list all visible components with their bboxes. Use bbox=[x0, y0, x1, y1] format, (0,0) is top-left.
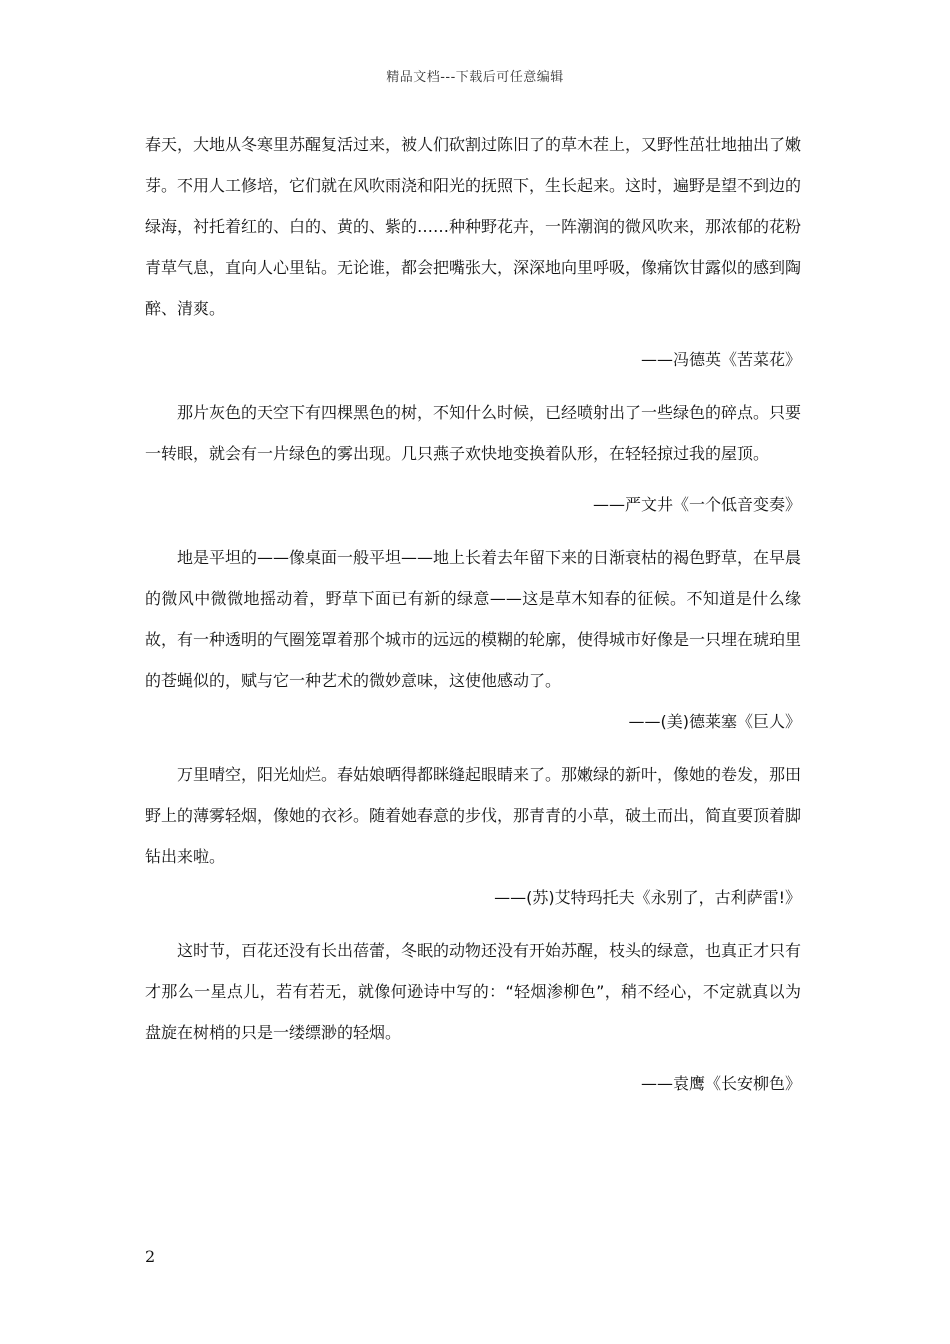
spacer bbox=[145, 1053, 801, 1063]
spacer bbox=[145, 329, 801, 339]
spacer bbox=[145, 742, 801, 754]
passage-attribution-2: ——严文井《一个低音变奏》 bbox=[592, 495, 801, 514]
passage-attribution-1: ——冯德英《苦菜花》 bbox=[640, 350, 801, 369]
document-body bbox=[145, 124, 801, 1104]
spacer bbox=[145, 918, 801, 930]
passage-attribution-4: ——(苏)艾特玛托夫《永别了，古利萨雷!》 bbox=[494, 888, 801, 907]
spacer bbox=[145, 380, 801, 392]
spacer bbox=[145, 525, 801, 537]
page-header: 精品文档---下载后可任意编辑 bbox=[386, 70, 564, 85]
passage-text-1: 春天，大地从冬寒里苏醒复活过来，被人们砍割过陈旧了的草木茬上，又野性茁壮地抽出了嫩芽。不用人工修培，它们就在风吹雨浇和阳光的抚照下，生长起来。这时，遍野是望不到边的绿海，衬托着红的、白的、黄的、紫的……种种野花卉，一阵潮润的微风吹来，那浓郁的花粉青草气息，直向人心里钻。无论谁，都会把嘴张大，深深地向里呼吸，像痛饮甘露似的感到陶醉、清爽。 bbox=[145, 135, 802, 318]
passage-text-4: 万里晴空，阳光灿烂。春姑娘晒得都眯缝起眼睛来了。那嫩绿的新叶，像她的卷发，那田野上的薄雾轻烟，像她的衣衫。随着她春意的步伐，那青青的小草，破土而出，简直要顶着脚钻出来啦。 bbox=[145, 765, 802, 866]
spacer bbox=[145, 474, 801, 484]
page-number: 2 bbox=[145, 1247, 156, 1266]
passage-text-2: 那片灰色的天空下有四棵黑色的树，不知什么时候，已经喷射出了一些绿色的碎点。只要一转眼，就会有一片绿色的雾出现。几只燕子欢快地变换着队形，在轻轻掠过我的屋顶。 bbox=[145, 403, 802, 463]
passage-text-5: 这时节，百花还没有长出蓓蕾，冬眠的动物还没有开始苏醒，枝头的绿意，也真正才只有才那么一星点儿，若有若无，就像何逊诗中写的：“轻烟渗柳色”，稍不经心，不定就真以为盘旋在树梢的只是一缕缥渺的轻烟。 bbox=[145, 941, 802, 1042]
passage-text-3: 地是平坦的——像桌面一般平坦——地上长着去年留下来的日渐衰枯的褐色野草，在早晨的微风中微微地摇动着，野草下面已有新的绿意——这是草木知春的征候。不知道是什么缘故，有一种透明的气圈笼罩着那个城市的远远的模糊的轮廓，使得城市好像是一只埋在琥珀里的苍蝇似的，赋与它一种艺术的微妙意味，这使他感动了。 bbox=[145, 548, 802, 690]
passage-attribution-3: ——(美)德莱塞《巨人》 bbox=[628, 712, 801, 731]
passage-attribution-5: ——袁鹰《长安柳色》 bbox=[640, 1074, 801, 1093]
